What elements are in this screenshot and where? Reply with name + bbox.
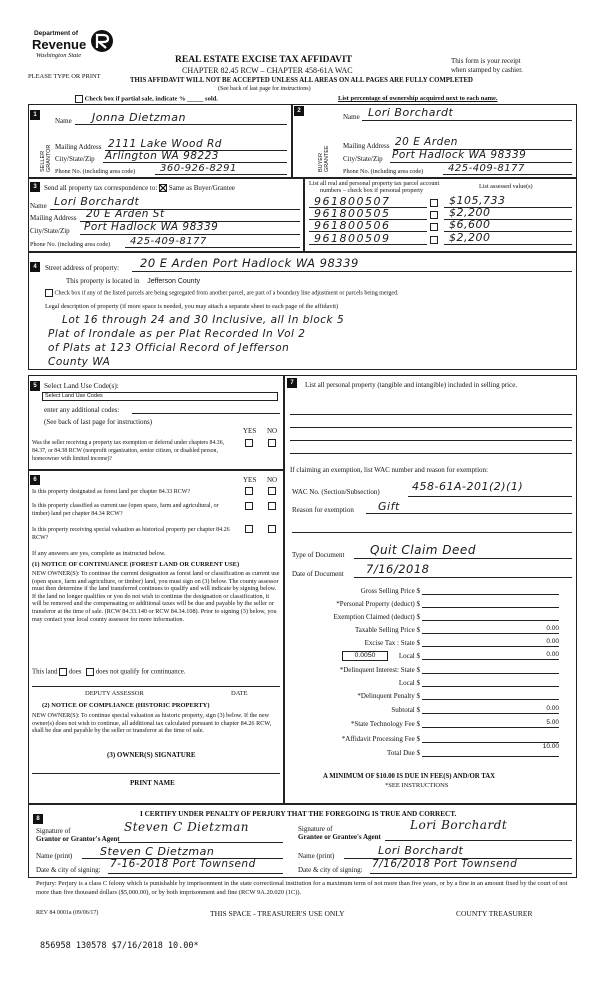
assessor-date-label: DATE <box>231 690 248 697</box>
corr-city-label: City/State/Zip <box>30 227 70 235</box>
tax-row-value[interactable]: 0.00 <box>546 625 559 632</box>
buyer-side-label: BUYER GRANTEE <box>318 145 330 172</box>
current-use-question: Is this property classified as current use (open space, farm and agricultural, or timber) land per chapter 84.34 RCW? <box>32 503 219 517</box>
wac-label: WAC No. (Section/Subsection) <box>292 488 380 496</box>
dept-of-text: Department of <box>34 30 79 37</box>
section-number-7: 7 <box>287 378 297 388</box>
not-accepted-notice: THIS AFFIDAVIT WILL NOT BE ACCEPTED UNLESS ALL AREAS ON ALL PAGES ARE FULLY COMPLETED <box>130 77 473 84</box>
personal-property-checkbox[interactable] <box>430 211 438 219</box>
buyer-mailing-field[interactable]: 20 E Arden <box>395 136 458 148</box>
parcels-header-1: List all real and personal property tax parcel account <box>309 180 440 187</box>
historic-question: Is this property receiving special valuation as historical property per chapter 84.26 RCW? <box>32 527 230 541</box>
seller-mailing-label: Mailing Address <box>55 143 102 151</box>
please-type-print: PLEASE TYPE OR PRINT <box>28 73 101 80</box>
grantor-sig-label1: Signature of <box>36 827 71 835</box>
legal-desc-line[interactable]: County WA <box>48 356 111 368</box>
section-number-5: 5 <box>30 381 40 391</box>
assessed-header: List assessed value(s) <box>479 183 533 190</box>
exemption-no-checkbox[interactable] <box>268 439 276 447</box>
no-label: NO <box>267 427 278 435</box>
corr-name-label: Name <box>30 202 47 210</box>
grantee-sig-label2: Grantee or Grantee's Agent <box>298 833 381 841</box>
seller-phone-label: Phone No. (including area code) <box>55 168 136 175</box>
notice-continuance-body: NEW OWNER(S): To continue the current designation as forest land or classification as current use (open space, farm and agriculture, or timber) land, you must sign on (3) below. The county assessor must then determine if the land transferred continues to qualify and will indicate by signing below. If the land no longer qualifies or you do not wish to continue the designation or classification, it will be removed and the compensating or additional taxes will be due and payable by the seller or transferor at the time of sale. (RCW 84.33.140 or RCW 84.34.108). Prior to signing (3) below, you may contact your local county assessor for more information. <box>32 570 280 623</box>
yes-label: YES <box>243 427 257 435</box>
tax-row-label: *Delinquent Interest: State $ <box>339 666 420 674</box>
seller-mailing-field[interactable]: 2111 Lake Wood Rd <box>108 138 222 150</box>
tax-row-label: *Personal Property (deduct) $ <box>336 600 420 608</box>
street-address-label: Street address of property: <box>45 264 120 272</box>
wac-field[interactable]: 458-61A-201(2)(1) <box>412 480 524 493</box>
tax-row-label: *Affidavit Processing Fee $ <box>341 735 420 743</box>
forest-question: Is this property designated as forest land per chapter 84.33 RCW? <box>32 489 191 495</box>
section-number-8: 8 <box>33 814 43 824</box>
exemption-yes-checkbox[interactable] <box>245 439 253 447</box>
dor-emblem-icon <box>90 28 114 54</box>
grantee-date-city-label: Date & city of signing: <box>298 866 363 874</box>
grantor-date-city-field[interactable]: 7-16-2018 Port Townsend <box>110 858 256 870</box>
corr-mailing-label: Mailing Address <box>30 214 77 222</box>
tax-row-label: Exemption Claimed (deduct) $ <box>333 613 420 621</box>
send-correspondence-label: Send all property tax correspondence to: Same as Buyer/Grantee <box>44 184 235 192</box>
partial-sale-row <box>75 95 218 103</box>
buyer-city-label: City/State/Zip <box>343 155 383 163</box>
county-treasurer-label: COUNTY TREASURER <box>456 909 533 918</box>
grantor-name-field[interactable]: Steven C Dietzman <box>100 845 215 858</box>
section-number-3: 3 <box>30 182 40 192</box>
grantee-name-field[interactable]: Lori Borchardt <box>378 844 464 857</box>
seller-city-label: City/State/Zip <box>55 155 95 163</box>
segregated-row: Check box if any of the listed parcels are being segregated from another parcel, are part of a boundary line adjustment or parcels being merged. <box>45 289 399 297</box>
buyer-mailing-label: Mailing Address <box>343 142 390 150</box>
minimum-due-notice: A MINIMUM OF $10.00 IS DUE IN FEE(S) AND/OR TAX <box>323 773 496 780</box>
reason-label: Reason for exemption <box>292 506 354 514</box>
owner-signature-label: (3) OWNER(S) SIGNATURE <box>107 751 196 759</box>
seller-side-label: SELLER GRANTOR <box>40 144 52 172</box>
current-use-no-checkbox[interactable] <box>268 502 276 510</box>
personal-property-label: List all personal property (tangible and intangible) included in selling price. <box>305 381 518 389</box>
county-label: This property is located in Jefferson County <box>66 277 201 285</box>
corr-city-field[interactable]: Port Hadlock WA 98339 <box>84 221 219 233</box>
tax-row-value[interactable]: 0.00 <box>546 705 559 712</box>
legal-desc-label: Legal description of property (if more space is needed, you may attach a separate sheet to each page of the affidavit) <box>45 303 339 310</box>
sec6-yes-label: YES <box>243 476 257 484</box>
deputy-assessor-label: DEPUTY ASSESSOR <box>85 690 144 697</box>
forest-no-checkbox[interactable] <box>268 487 276 495</box>
dor-logo <box>28 28 128 68</box>
tax-row-label: *State Technology Fee $ <box>350 720 420 728</box>
see-back-instructions: (See back of last page for instructions) <box>218 86 311 92</box>
partial-sale-label: Check box if partial sale, indicate % _____ sold. <box>84 95 218 103</box>
buyer-city-field[interactable]: Port Hadlock WA 98339 <box>392 149 527 161</box>
certify-statement: I CERTIFY UNDER PENALTY OF PERJURY THAT THE FOREGOING IS TRUE AND CORRECT. <box>140 810 457 818</box>
additional-codes-label: enter any additional codes: <box>44 406 120 414</box>
form-chapter: CHAPTER 82.45 RCW – CHAPTER 458-61A WAC <box>182 66 353 75</box>
exemption-question: Was the seller receiving a property tax exemption or deferral under chapters 84.36, 84.37, or 84.38 RCW (nonprofit organization, senior citizen, or disabled person, homeowner with limited income)? <box>32 440 225 462</box>
partial-sale-checkbox[interactable] <box>75 95 83 103</box>
parcel-number[interactable]: 961800505 <box>314 207 391 220</box>
tax-row-label: Local $ <box>398 679 420 687</box>
cashier-stamp: 856958 130578 $7/16/2018 10.00* <box>40 941 199 951</box>
tax-row-value[interactable]: 0.00 <box>546 651 559 658</box>
personal-property-checkbox[interactable] <box>430 223 438 231</box>
assessed-value[interactable]: $105,733 <box>449 194 506 207</box>
personal-property-checkbox[interactable] <box>430 199 438 207</box>
historic-yes-checkbox[interactable] <box>245 525 253 533</box>
land-does-not-checkbox[interactable] <box>86 668 94 676</box>
corr-mailing-field[interactable]: 20 E Arden St <box>86 208 165 220</box>
land-use-select[interactable]: Select Land Use Codes <box>42 392 278 401</box>
ownership-pct-note: List percentage of ownership acquired next to each name. <box>338 95 498 102</box>
land-use-label: Select Land Use Code(s): <box>44 381 119 390</box>
revenue-text: Revenue <box>32 37 87 52</box>
grantor-sig-label2: Grantor or Grantor's Agent <box>36 835 120 843</box>
forest-yes-checkbox[interactable] <box>245 487 253 495</box>
grantee-signature[interactable]: Lori Borchardt <box>410 818 508 832</box>
grantee-name-label: Name (print) <box>298 852 335 860</box>
seller-name-label: Name <box>55 117 72 125</box>
parcel-number[interactable]: 961800507 <box>314 195 391 208</box>
tax-row-value[interactable]: 0.00 <box>546 638 559 645</box>
grantor-date-city-label: Date & city of signing: <box>36 866 101 874</box>
section-number-6: 6 <box>30 475 40 485</box>
if-yes-instructions: If any answers are yes, complete as instructed below. <box>32 550 166 557</box>
corr-name-field[interactable]: Lori Borchardt <box>54 195 140 208</box>
tax-row-label: Local $ <box>398 652 420 660</box>
segregated-checkbox[interactable] <box>45 289 53 297</box>
land-does-checkbox[interactable] <box>59 668 67 676</box>
seller-phone-field[interactable]: 360-926-8291 <box>160 163 237 174</box>
receipt-line1: This form is your receipt <box>451 57 521 65</box>
tax-row-value[interactable]: 10.00 <box>542 743 559 750</box>
legal-desc-line[interactable]: of Plats at 123 Official Record of Jefferson <box>48 342 290 354</box>
tax-row-label: Taxable Selling Price $ <box>354 626 420 634</box>
grantee-sig-label1: Signature of <box>298 825 333 833</box>
tax-row-label: *Delinquent Penalty $ <box>357 692 420 700</box>
notice-continuance-title: (1) NOTICE OF CONTINUANCE (FOREST LAND OR CURRENT USE) <box>32 561 240 568</box>
section-number-4: 4 <box>30 262 40 272</box>
section-number-1: 1 <box>30 110 40 120</box>
print-name-label: PRINT NAME <box>130 779 175 787</box>
form-title: REAL ESTATE EXCISE TAX AFFIDAVIT <box>175 55 353 65</box>
same-as-buyer-label: Same as Buyer/Grantee <box>168 184 235 192</box>
tax-row-label: Total Due $ <box>387 749 420 757</box>
tax-row-label: Subtotal $ <box>391 706 420 714</box>
parcel-number[interactable]: 961800506 <box>314 219 391 232</box>
grantor-name-label: Name (print) <box>36 852 73 860</box>
legal-desc-line[interactable]: Plat of Irondale as per Plat Recorded In Vol 2 <box>48 328 306 340</box>
notice-compliance-title: (2) NOTICE OF COMPLIANCE (HISTORIC PROPERTY) <box>42 702 210 709</box>
form-revision: REV 84 0001a (09/06/17) <box>36 910 99 916</box>
assessed-value[interactable]: $2,200 <box>449 206 491 219</box>
perjury-notice: Perjury: Perjury is a class C felony which is punishable by imprisonment in the state correctional institution for a maximum term of not more than five years, or by a fine in an amount fixed by the court of not more than five thousand dollars ($5,000.00), or by both imprisonment and fine (RCW 9A.20.020 (1C)). <box>36 880 568 896</box>
same-as-buyer-checkbox[interactable] <box>159 184 167 192</box>
section-number-2: 2 <box>294 106 304 116</box>
washington-state-text: Washington State <box>36 52 82 59</box>
tax-row-label: Excise Tax : State $ <box>364 639 420 647</box>
tax-row-label: Gross Selling Price $ <box>360 587 420 595</box>
doc-type-field[interactable]: Quit Claim Deed <box>370 543 476 557</box>
buyer-phone-label: Phone No. (including area code) <box>343 168 424 175</box>
receipt-line2: when stamped by cashier. <box>451 66 523 74</box>
seller-city-field[interactable]: Arlington WA 98223 <box>105 150 219 162</box>
claiming-exemption-label: If claiming an exemption, list WAC number and reason for exemption: <box>290 466 488 474</box>
tax-row-value[interactable]: 5.00 <box>546 719 559 726</box>
county-value: Jefferson County <box>147 278 201 285</box>
sec6-no-label: NO <box>267 476 278 484</box>
parcels-header-2: numbers – check box if personal property <box>320 187 424 194</box>
personal-property-checkbox[interactable] <box>430 236 438 244</box>
current-use-yes-checkbox[interactable] <box>245 502 253 510</box>
buyer-phone-field[interactable]: 425-409-8177 <box>448 163 525 174</box>
historic-no-checkbox[interactable] <box>268 525 276 533</box>
grantee-date-city-field[interactable]: 7/16/2018 Port Townsend <box>372 858 518 870</box>
street-address-field[interactable]: 20 E Arden Port Hadlock WA 98339 <box>140 256 359 270</box>
land-use-see-back: (See back of last page for instructions) <box>44 418 153 426</box>
this-land-row: This land does does not qualify for continuance. <box>32 668 186 676</box>
corr-phone-field[interactable]: 425-409-8177 <box>130 236 207 247</box>
parcel-number[interactable]: 961800509 <box>314 232 391 245</box>
assessed-value[interactable]: $2,200 <box>449 231 491 244</box>
corr-phone-label: Phone No. (including area code) <box>30 241 111 248</box>
doc-date-label: Date of Document <box>292 570 344 578</box>
doc-date-field[interactable]: 7/16/2018 <box>366 562 430 576</box>
buyer-name-label: Name <box>343 113 360 121</box>
assessed-value[interactable]: $6,600 <box>449 218 491 231</box>
seller-name-field[interactable]: Jonna Dietzman <box>92 111 186 124</box>
buyer-name-field[interactable]: Lori Borchardt <box>368 106 454 119</box>
legal-desc-line[interactable]: Lot 16 through 24 and 30 Inclusive, all In block 5 <box>62 314 345 326</box>
doc-type-label: Type of Document <box>292 551 345 559</box>
local-rate-box[interactable]: 0.0050 <box>342 651 388 661</box>
see-instructions-note: *SEE INSTRUCTIONS <box>385 782 449 789</box>
grantor-signature[interactable]: Steven C Dietzman <box>124 820 250 834</box>
notice-compliance-body: NEW OWNER(S): To continue special valuation as historic property, sign (3) below. If the new owner(s) does not wish to continue, all additional tax calculated pursuant to chapter 84.26 RCW, shall be due and payable by the seller or transferor at the time of sale. <box>32 712 272 735</box>
treasurer-space-label: THIS SPACE - TREASURER'S USE ONLY <box>210 909 345 918</box>
reason-field[interactable]: Gift <box>378 500 400 513</box>
